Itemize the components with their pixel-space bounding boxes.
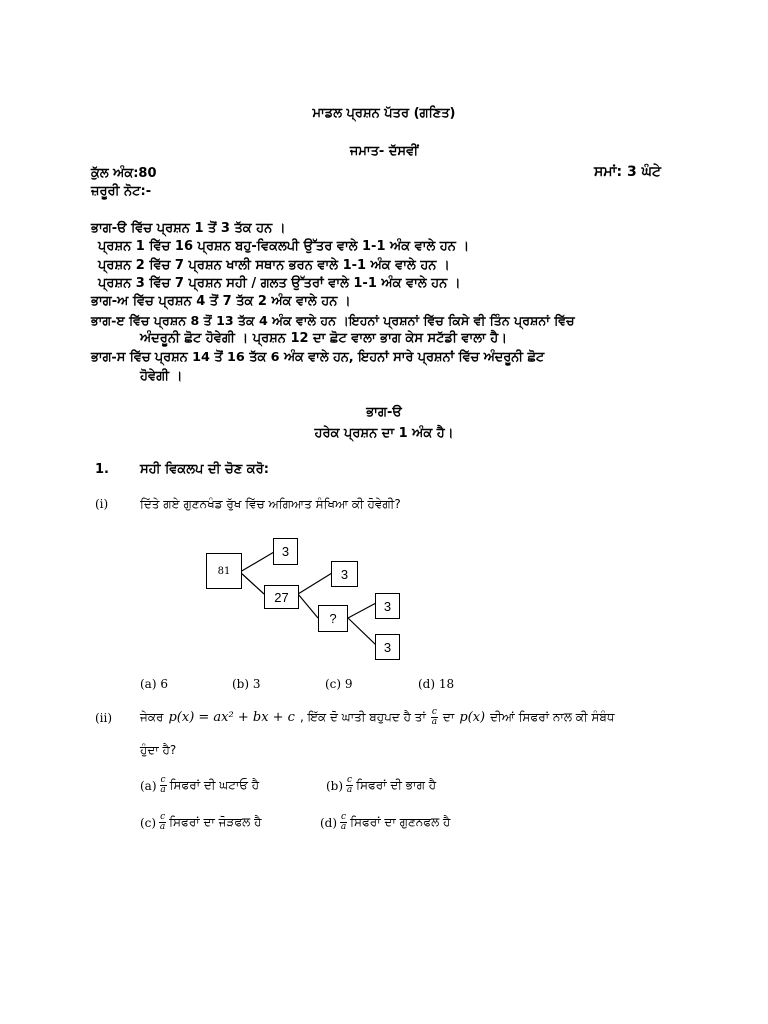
fraction-c-over-a: $\frac{c}{a}$ [160,775,166,795]
instruction-line: ਭਾਗ-ਅ ਵਿੱਚ ਪ੍ਰਸ਼ਨ 4 ਤੋਂ 7 ਤੱਕ 2 ਅੰਕ ਵਾਲੇ ਹਨ । [91,294,351,309]
polynomial-expression: p(x) = ax² + bx + c [168,710,295,725]
tree-branch [240,552,274,572]
tree-node: 3 [375,634,400,660]
paper-title: ਮਾਡਲ ਪ੍ਰਸ਼ਨ ਪੱਤਰ (ਗਣਿਤ) [312,106,456,121]
option-b[interactable]: (b) 3 [232,677,261,691]
question-number: 1. [95,462,109,477]
option-c[interactable]: (c) 9 [325,677,353,691]
fraction-c-over-a: $\frac{c}{a}$ [340,812,347,832]
tree-branch [348,618,376,645]
total-marks: ਕੁੱਲ ਅੰਕ:80 [91,166,157,181]
fraction-c-over-a: $\frac{c}{a}$ [159,812,166,832]
class-label: ਜਮਾਤ- ਦੱਸਵੀਂ [349,144,419,159]
section-subtitle: ਹਰੇਕ ਪ੍ਰਸ਼ਨ ਦਾ 1 ਅੰਕ ਹੈ। [314,426,454,441]
tree-branch [298,573,332,594]
tree-branch [240,572,264,594]
sub-question-number: (i) [95,497,109,511]
option-a[interactable]: (a) 6 [140,677,168,691]
polynomial-symbol: p(x) [459,710,486,725]
instruction-line: ਪ੍ਰਸ਼ਨ 3 ਵਿੱਚ 7 ਪ੍ਰਸ਼ਨ ਸਹੀ / ਗਲਤ ਉੱਤਰਾਂ ਵਾਲੇ 1-1 ਅੰਕ ਵਾਲੇ ਹਨ । [98,276,461,291]
instruction-line: ਅੰਦਰੂਨੀ ਛੋਟ ਹੋਵੇਗੀ । ਪ੍ਰਸ਼ਨ 12 ਦਾ ਛੋਟ ਵਾਲਾ ਭਾਗ ਕੇਸ ਸਟੱਡੀ ਵਾਲਾ ਹੈ। [140,331,508,346]
option-a[interactable]: (a) $\frac{c}{a}$ ਸਿਫਰਾਂ ਦੀ ਘਟਾਓ ਹੈ [140,775,260,795]
instruction-line: ਹੋਵੇਗੀ । [140,369,183,384]
note-label: ਜ਼ਰੂਰੀ ਨੋਟ:- [91,184,152,199]
tree-branch [348,603,376,618]
question-text: ਸਹੀ ਵਿਕਲਪ ਦੀ ਚੋਣ ਕਰੋ: [140,462,269,477]
tree-node: 3 [331,561,358,587]
sub-question-text [140,708,614,727]
tree-branch [298,594,318,618]
fraction-c-over-a: $\frac{c}{a}$ [346,775,353,795]
tree-node-root: 81 [206,553,242,589]
tree-node: 3 [273,538,298,565]
instruction-line: ਭਾਗ-ੲ ਵਿੱਚ ਪ੍ਰਸ਼ਨ 8 ਤੋਂ 13 ਤੱਕ 4 ਅੰਕ ਵਾਲੇ ਹਨ ।ਇਹਨਾਂ ਪ੍ਰਸ਼ਨਾਂ ਵਿੱਚ ਕਿਸੇ ਵੀ ਤਿੰਨ ਪ੍ਰਸ਼ਨਾਂ ਵਿੱਚ [91,313,575,328]
instruction-line: ਪ੍ਰਸ਼ਨ 2 ਵਿੱਚ 7 ਪ੍ਰਸ਼ਨ ਖਾਲੀ ਸਥਾਨ ਭਰਨ ਵਾਲੇ 1-1 ਅੰਕ ਵਾਲੇ ਹਨ । [98,258,450,273]
option-b[interactable]: (b) $\frac{c}{a}$ ਸਿਫਰਾਂ ਦੀ ਭਾਗ ਹੈ [326,775,437,795]
question-post-text: ਦਾ [442,710,455,724]
sub-question-text: ਦਿੱਤੇ ਗਏ ਗੁਣਨਖੰਡ ਰੁੱਖ ਵਿੱਚ ਅਗਿਆਤ ਸੰਖਿਆ ਕੀ ਹੋਵੇਗੀ? [140,497,401,511]
instruction-line: ਪ੍ਰਸ਼ਨ 1 ਵਿੱਚ 16 ਪ੍ਰਸ਼ਨ ਬਹੁ-ਵਿਕਲਪੀ ਉੱਤਰ ਵਾਲੇ 1-1 ਅੰਕ ਵਾਲੇ ਹਨ । [98,239,470,254]
tree-node-unknown: ? [318,605,348,632]
time-allowed: ਸਮਾਂ: 3 ਘੰਟੇ [594,164,661,180]
question-mid-text: , ਇੱਕ ਦੋ ਘਾਤੀ ਬਹੁਪਦ ਹੈ ਤਾਂ [299,710,426,724]
tree-node: 27 [264,585,299,609]
instruction-line: ਭਾਗ-ੳ ਵਿੱਚ ਪ੍ਰਸ਼ਨ 1 ਤੋਂ 3 ਤੱਕ ਹਨ । [91,221,286,236]
fraction-c-over-a: $\frac{c}{a}$ [431,707,438,727]
option-d[interactable]: (d) 18 [418,677,455,691]
tree-node: 3 [375,593,400,619]
question-post-text: ਦੀਆਂ ਸਿਫਰਾਂ ਨਾਲ ਕੀ ਸੰਬੰਧ [490,710,615,724]
if-word: ਜੇਕਰ [140,710,164,724]
sub-question-text-line2: ਹੁੰਦਾ ਹੈ? [140,743,177,757]
sub-question-number: (ii) [95,711,113,725]
option-c[interactable]: (c) $\frac{c}{a}$ ਸਿਫਰਾਂ ਦਾ ਜੋੜਫਲ ਹੈ [140,812,262,832]
section-title: ਭਾਗ-ੳ [366,405,402,420]
option-d[interactable]: (d) $\frac{c}{a}$ ਸਿਫਰਾਂ ਦਾ ਗੁਣਨਫਲ ਹੈ [320,812,451,832]
instruction-line: ਭਾਗ-ਸ ਵਿੱਚ ਪ੍ਰਸ਼ਨ 14 ਤੋਂ 16 ਤੱਕ 6 ਅੰਕ ਵਾਲੇ ਹਨ, ਇਹਨਾਂ ਸਾਰੇ ਪ੍ਰਸ਼ਨਾਂ ਵਿੱਚ ਅੰਦਰੂਨੀ ਛੋਟ [91,350,545,365]
